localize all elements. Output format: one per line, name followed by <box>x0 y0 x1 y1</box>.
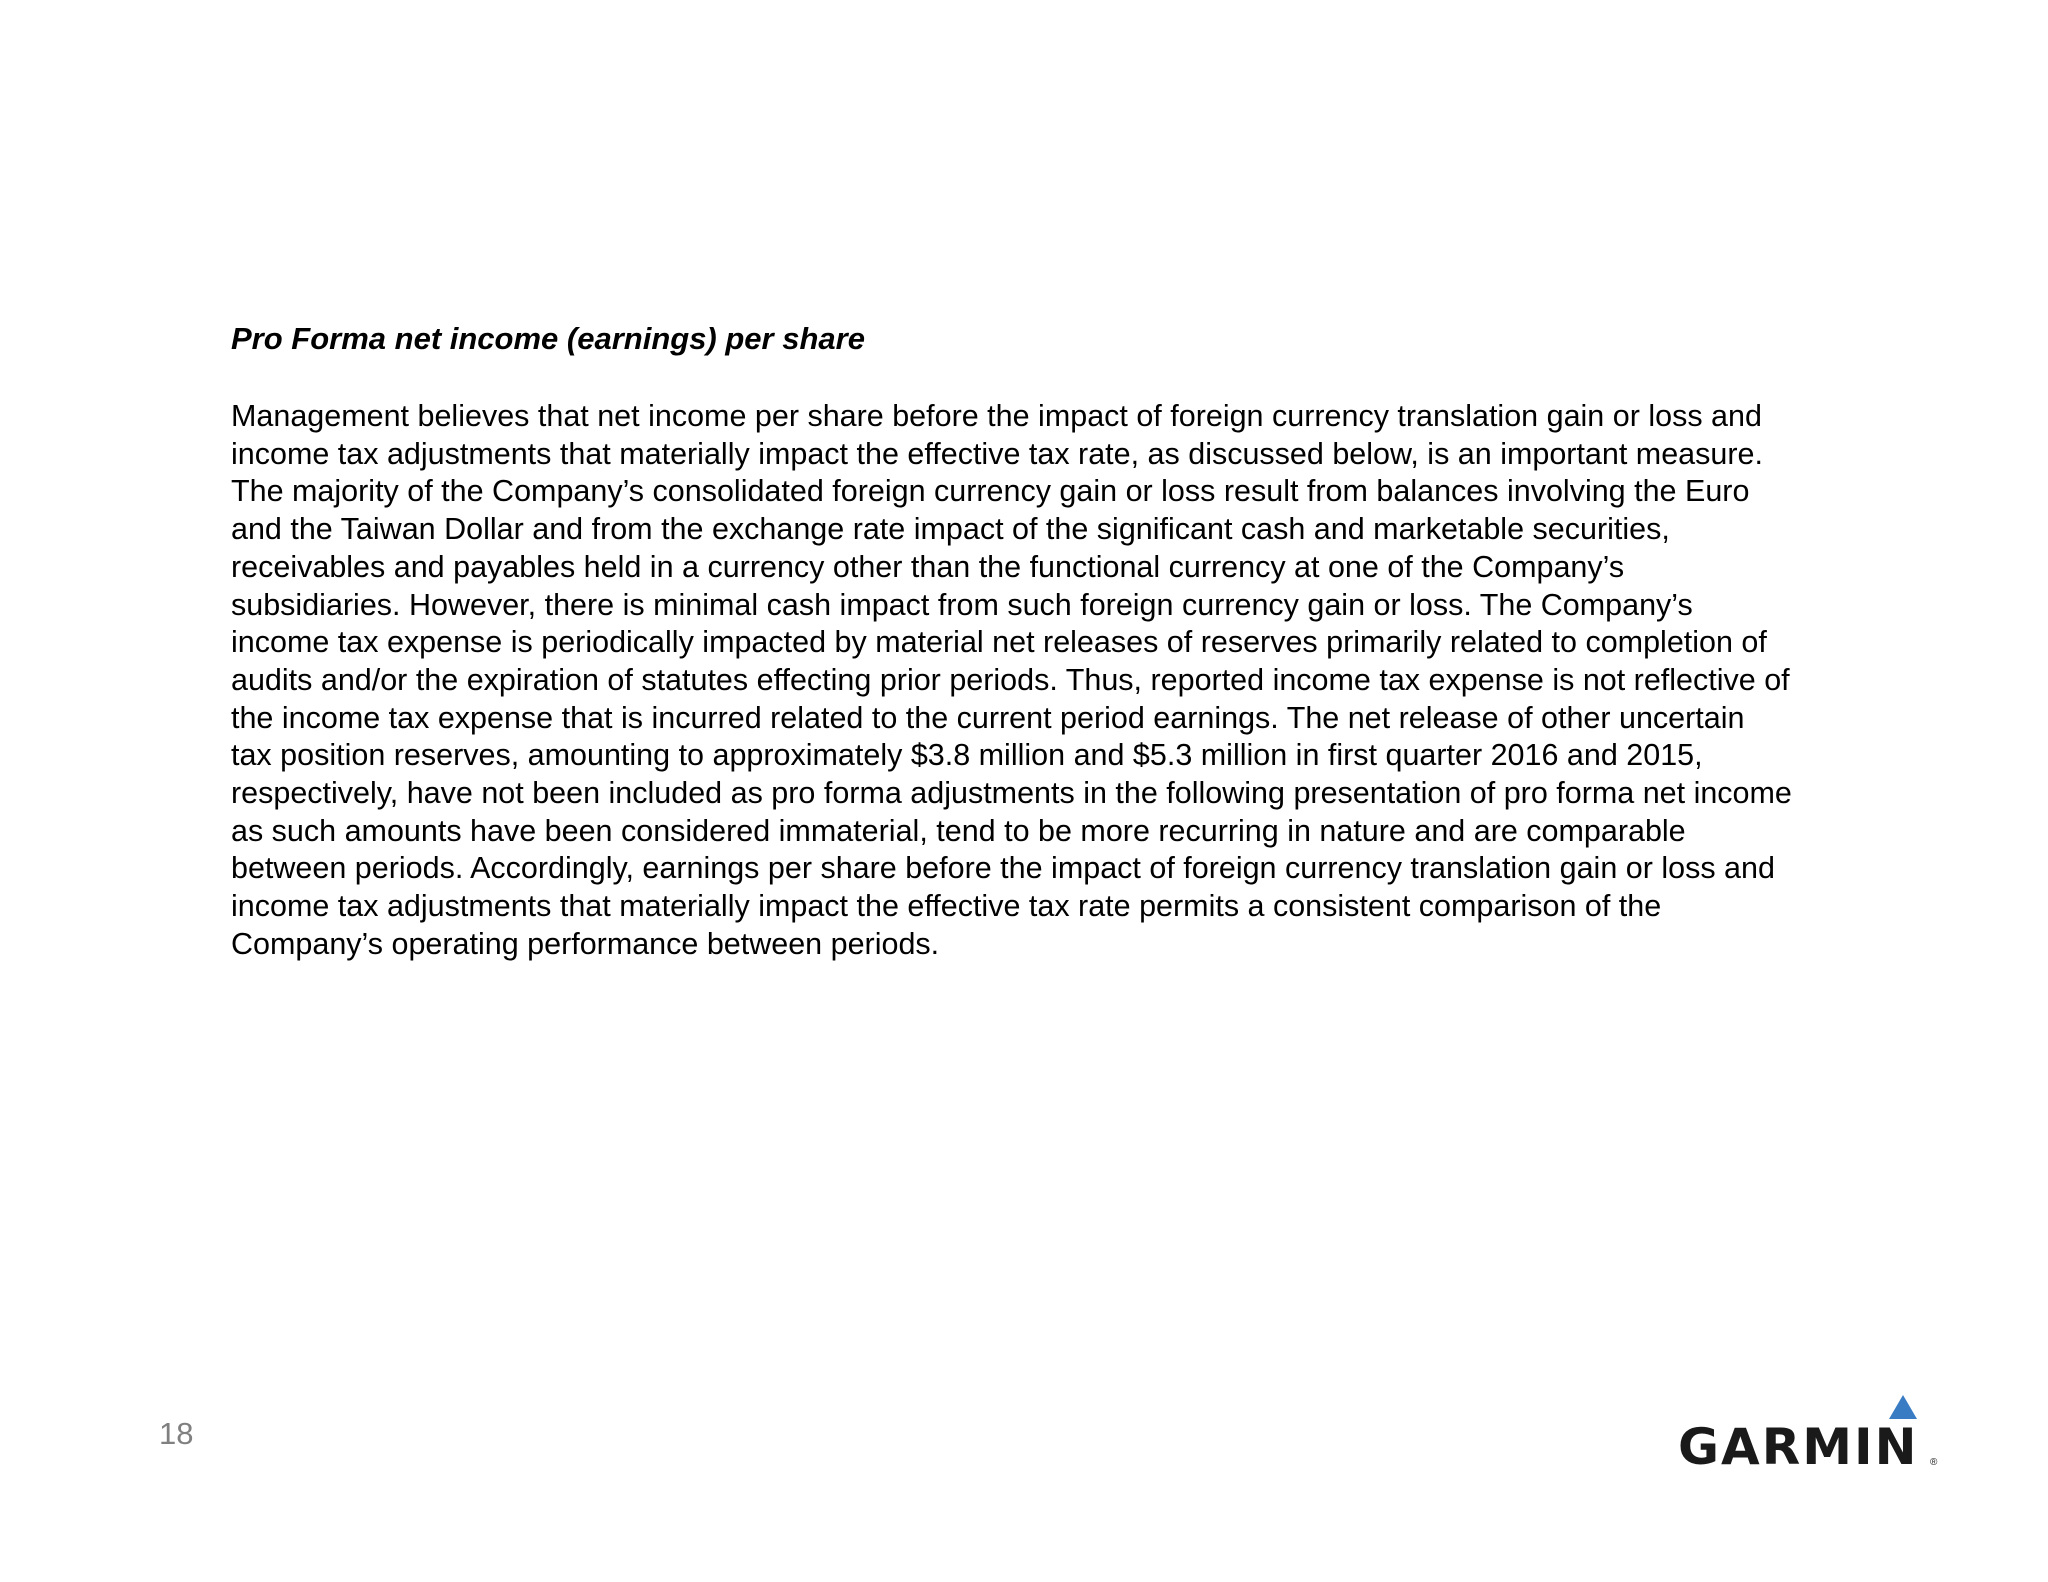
logo-wordmark: GARMIN <box>1678 1418 1919 1476</box>
logo-triangle-icon <box>1889 1395 1917 1419</box>
body-line: subsidiaries. However, there is minimal cash impact from such foreign currency gain or loss. The Company’s <box>231 587 1693 622</box>
section-heading: Pro Forma net income (earnings) per share <box>231 321 865 356</box>
body-line: between periods. Accordingly, earnings per share before the impact of foreign currency translation gain or loss and <box>231 851 1775 886</box>
garmin-logo <box>1678 1395 1943 1475</box>
body-paragraph <box>231 398 1881 964</box>
body-line: income tax adjustments that materially impact the effective tax rate, as discussed below, is an important measure. <box>231 436 1763 471</box>
body-line: Management believes that net income per share before the impact of foreign currency translation gain or loss and <box>231 399 1762 433</box>
body-line: receivables and payables held in a currency other than the functional currency at one of the Company’s <box>231 549 1625 584</box>
body-line: as such amounts have been considered immaterial, tend to be more recurring in nature and are comparable <box>231 813 1686 848</box>
page-number: 18 <box>159 1416 194 1451</box>
body-line: audits and/or the expiration of statutes effecting prior periods. Thus, reported income tax expense is not reflective of <box>231 662 1790 697</box>
body-line: respectively, have not been included as pro forma adjustments in the following presentation of pro forma net income <box>231 776 1792 811</box>
body-line: Company’s operating performance between periods. <box>231 926 940 961</box>
body-line: and the Taiwan Dollar and from the exchange rate impact of the significant cash and marketable securities, <box>231 512 1670 547</box>
body-line: the income tax expense that is incurred related to the current period earnings. The net release of other uncertain <box>231 700 1745 735</box>
body-line: The majority of the Company’s consolidated foreign currency gain or loss result from balances involving the Euro <box>231 474 1750 509</box>
body-line: tax position reserves, amounting to approximately $3.8 million and $5.3 million in first quarter 2016 and 2015, <box>231 738 1703 773</box>
body-line: income tax expense is periodically impacted by material net releases of reserves primarily related to completion of <box>231 625 1767 660</box>
body-line: income tax adjustments that materially impact the effective tax rate permits a consistent comparison of the <box>231 889 1662 924</box>
registered-mark: ® <box>1930 1457 1938 1468</box>
